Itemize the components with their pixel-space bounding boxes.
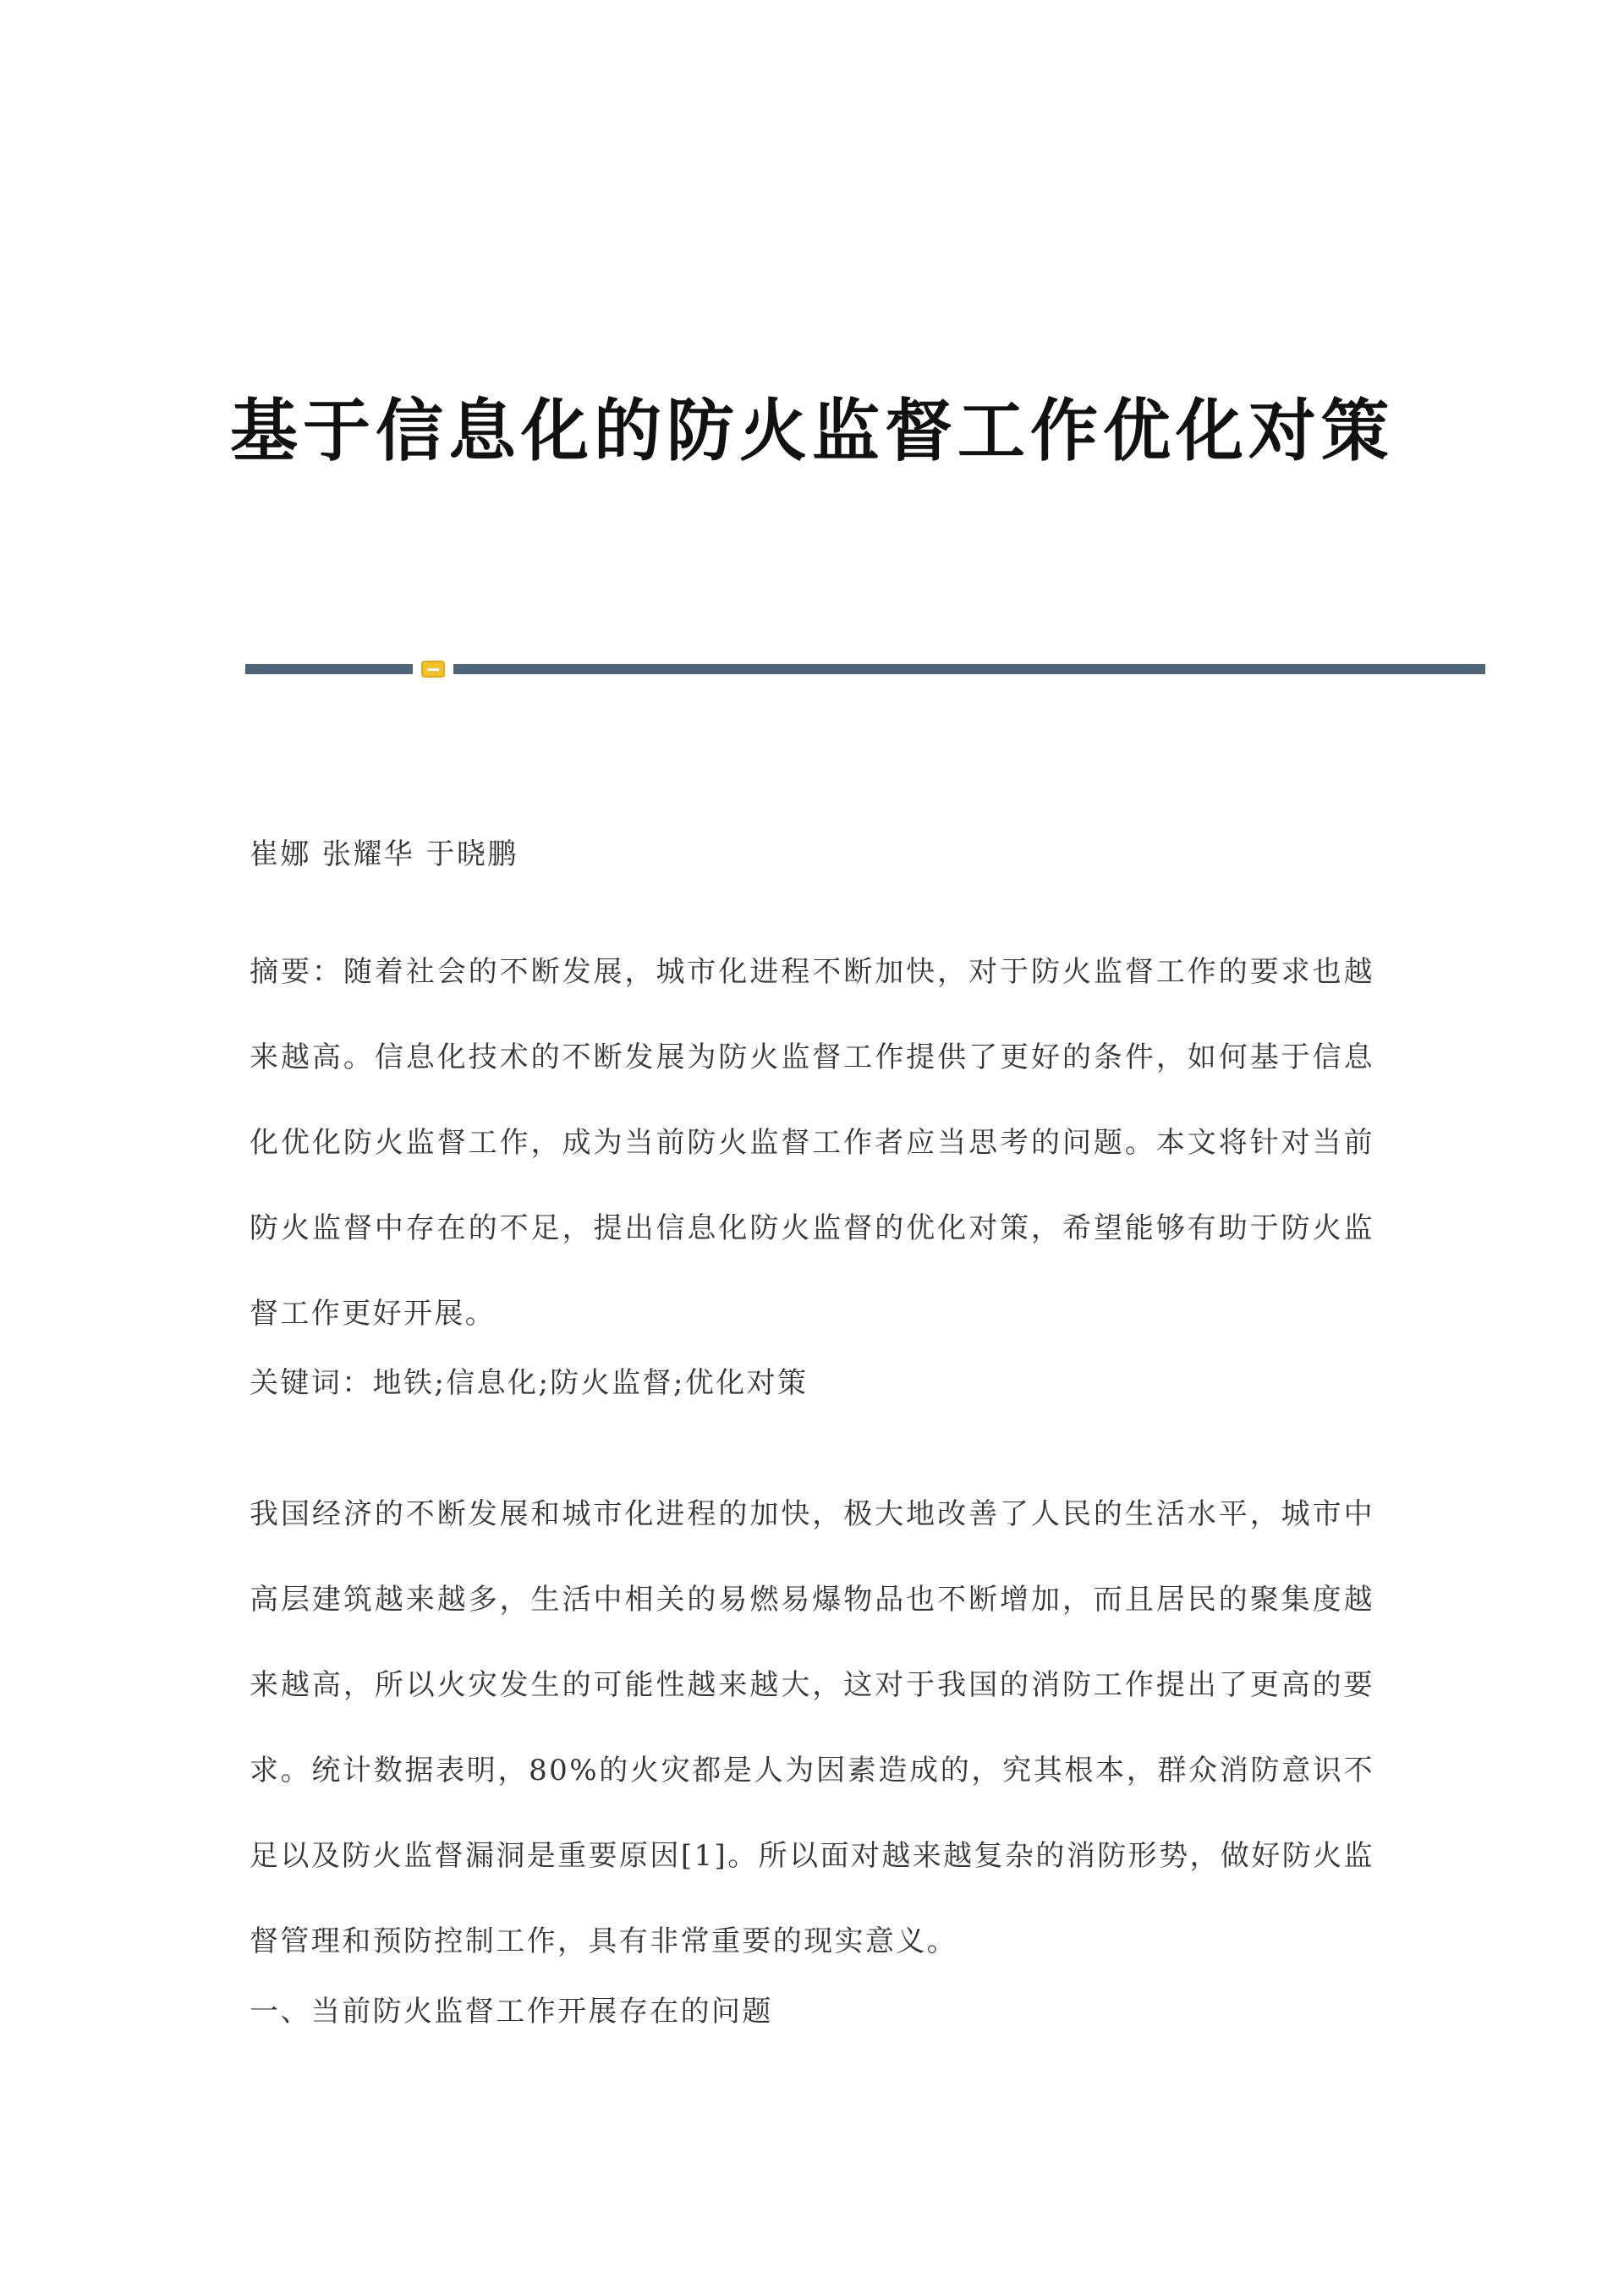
authors-line: 崔娜 张耀华 于晓鹏 <box>250 837 518 871</box>
document-title: 基于信息化的防火监督工作优化对策 <box>230 391 1394 470</box>
title-divider <box>245 661 1485 678</box>
abstract-paragraph: 摘要：随着社会的不断发展，城市化进程不断加快，对于防火监督工作的要求也越来越高。信息化技术的不断发展为防火监督工作提供了更好的条件，如何基于信息化优化防火监督工作，成为当前防火监督工作者应当思考的问题。本文将针对当前防火监督中存在的不足，提出信息化防火监督的优化对策，希望能够有助于防火监督工作更好开展。 <box>250 955 1374 1331</box>
section-heading: 一、当前防火监督工作开展存在的问题 <box>250 1995 773 2029</box>
intro-paragraph: 我国经济的不断发展和城市化进程的加快，极大地改善了人民的生活水平，城市中高层建筑越来越多，生活中相关的易燃易爆物品也不断增加，而且居民的聚集度越来越高，所以火灾发生的可能性越来越大，这对于我国的消防工作提出了更高的要求。统计数据表明，80%的火灾都是人为因素造成的，究其根本，群众消防意识不足以及防火监督漏洞是重要原因[1]。所以面对越来越复杂的消防形势，做好防火监督管理和预防控制工作，具有非常重要的现实意义。 <box>250 1497 1374 1958</box>
divider-bar-left <box>245 664 413 674</box>
divider-ornament-icon <box>421 661 445 678</box>
divider-bar-right <box>453 664 1485 674</box>
keywords-line: 关键词：地铁;信息化;防火监督;优化对策 <box>250 1366 809 1400</box>
